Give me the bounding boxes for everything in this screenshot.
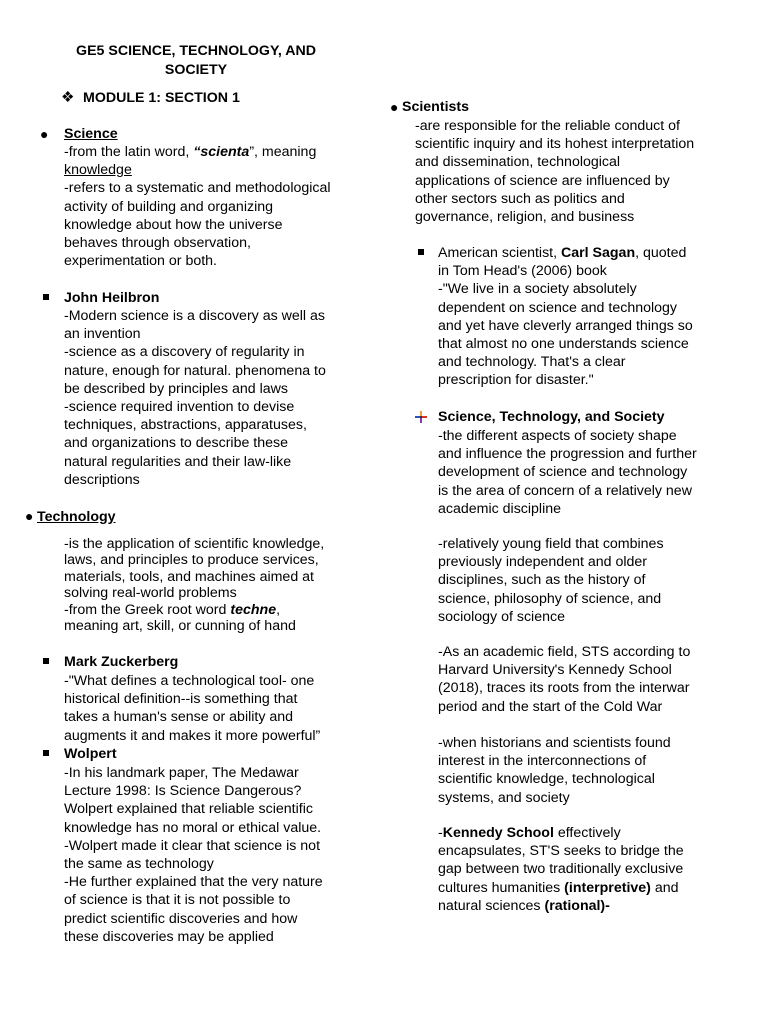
sts-line: -the different aspects of society shape [438,428,677,444]
zuckerberg-text [64,672,320,745]
sts-line: -As an academic field, STS according to [438,644,691,660]
wolpert-line: of science is that it is not possible to [64,892,291,909]
sts-paragraph-5 [438,824,684,915]
title-line-2: SOCIETY [164,62,228,78]
scientists-text [415,117,694,226]
science-line: -refers to a systematic and methodological [64,180,331,197]
zuckerberg-line: augments it and makes it more powerful” [64,727,321,744]
sts-paragraph-4 [438,734,671,807]
science-line-2: knowledge [64,162,132,179]
scientists-line: other sectors such as politics and [415,190,625,207]
sts-line-kennedy: -Kennedy School effectively [438,825,621,841]
wolpert-line: -He further explained that the very nature [64,874,323,891]
sts-line: natural sciences (rational)- [438,897,610,914]
sagan-line: -"We live in a society absolutely [438,281,637,298]
heilbron-line: nature, enough for natural. phenomena to [64,362,326,379]
sts-paragraph-1 [438,427,697,518]
bullet-dot-icon: ● [40,126,49,142]
science-line: activity of building and organizing [64,198,274,215]
science-line-1: -from the latin word, “scienta”, meaning [64,144,317,160]
wolpert-line: -Wolpert made it clear that science is not [64,837,321,854]
science-definition [64,143,331,270]
square-bullet-icon [418,249,424,255]
sts-line: period and the start of the Cold War [438,698,663,715]
science-line: behaves through observation, [64,235,251,252]
heilbron-line: -science required invention to devise [64,399,295,416]
colorful-arrow-bullet-icon-svg [414,410,428,424]
square-bullet-icon [43,294,49,300]
sts-line: academic discipline [438,500,562,517]
sagan-line: dependent on science and technology [438,299,678,316]
module-heading: MODULE 1: SECTION 1 [83,90,240,106]
scientists-line: governance, religion, and business [415,209,635,226]
sts-line: interest in the interconnections of [438,753,647,770]
sagan-text [438,244,693,390]
bullet-dot-icon: ● [25,508,34,524]
sts-line: -relatively young field that combines [438,536,664,552]
zuckerberg-line: -"What defines a technological tool- one [64,673,315,689]
technology-line: laws, and principles to produce services, [64,552,319,569]
sts-line: sociology of science [438,608,565,625]
sts-paragraph-3 [438,643,690,716]
zuckerberg-line: historical definition--is something that [64,691,298,708]
technology-line: -is the application of scientific knowledge, [64,536,325,552]
wolpert-line: -In his landmark paper, The Medawar [64,765,299,781]
heilbron-line: be described by principles and laws [64,380,288,397]
heilbron-line: descriptions [64,471,140,488]
sts-line: (2018), traces its roots from the interwar [438,680,690,697]
sts-line: previously independent and older [438,554,648,571]
wolpert-line: these discoveries may be applied [64,928,274,945]
sts-line: encapsulates, ST'S seeks to bridge the [438,843,684,860]
technology-line: solving real-world problems [64,585,237,602]
scientists-line: and dissemination, technological [415,154,621,171]
technology-text [64,536,324,634]
square-bullet-icon [43,658,49,664]
sagan-line: in Tom Head's (2006) book [438,263,607,280]
wolpert-line: the same as technology [64,856,214,873]
document-title [48,42,344,80]
heilbron-line: -science as a discovery of regularity in [64,344,305,361]
sagan-line: and yet have cleverly arranged things so [438,317,693,334]
science-line: knowledge about how the universe [64,216,283,233]
sts-line: cultures humanities (interpretive) and [438,879,679,896]
sts-line: scientific knowledge, technological [438,771,655,788]
sagan-line-1: American scientist, Carl Sagan, quoted [438,245,687,261]
science-heading: Science [64,126,118,142]
sts-line: is the area of concern of a relatively new [438,482,692,499]
heilbron-text [64,307,326,489]
sts-line: science, philosophy of science, and [438,590,662,607]
colorful-arrow-bullet-icon [414,410,428,424]
sts-line: Harvard University's Kennedy School [438,662,672,679]
technology-line-5: -from the Greek root word techne, [64,601,281,618]
science-line: experimentation or both. [64,253,218,270]
scientists-line: scientific inquiry and its hohest interpretation [415,136,695,153]
sts-line: disciplines, such as the history of [438,572,646,589]
sts-line: gap between two traditionally exclusive [438,861,684,878]
heilbron-heading: John Heilbron [64,290,160,306]
sts-line: development of science and technology [438,464,688,481]
sts-heading: Science, Technology, and Society [438,409,665,425]
heilbron-line: and organizations to describe these [64,435,288,452]
scientists-line: -are responsible for the reliable conduct of [415,118,680,134]
scientists-line: applications of science are influenced by [415,172,670,189]
wolpert-line: knowledge has no moral or ethical value. [64,819,322,836]
heilbron-line: -Modern science is a discovery as well as [64,308,325,324]
wolpert-heading: Wolpert [64,746,117,762]
technology-line: materials, tools, and machines aimed at [64,568,314,585]
zuckerberg-line: takes a human's sense or ability and [64,709,294,726]
wolpert-line: predict scientific discoveries and how [64,910,298,927]
sts-line: -when historians and scientists found [438,735,671,751]
wolpert-line: Lecture 1998: Is Science Dangerous? [64,783,302,800]
sagan-line: prescription for disaster." [438,372,594,389]
zuckerberg-heading: Mark Zuckerberg [64,654,179,670]
bullet-dot-icon: ● [390,99,399,115]
square-bullet-icon [43,750,49,756]
heilbron-line: techniques, abstractions, apparatuses, [64,417,307,434]
diamond-bullet-icon: ❖ [61,89,75,106]
technology-line-6: meaning art, skill, or cunning of hand [64,618,296,635]
title-line-1: GE5 SCIENCE, TECHNOLOGY, AND [76,43,316,59]
scientists-heading: Scientists [402,99,470,115]
sagan-line: that almost no one understands science [438,336,689,353]
wolpert-text [64,764,323,946]
sts-line: systems, and society [438,789,570,806]
sagan-line: and technology. That's a clear [438,354,626,371]
wolpert-line: Wolpert explained that reliable scientific [64,801,313,818]
technology-heading: Technology [37,509,116,525]
heilbron-line: natural regularities and their law-like [64,453,292,470]
sts-line: and influence the progression and further [438,446,697,463]
sts-paragraph-2 [438,535,664,626]
heilbron-line: an invention [64,326,141,343]
